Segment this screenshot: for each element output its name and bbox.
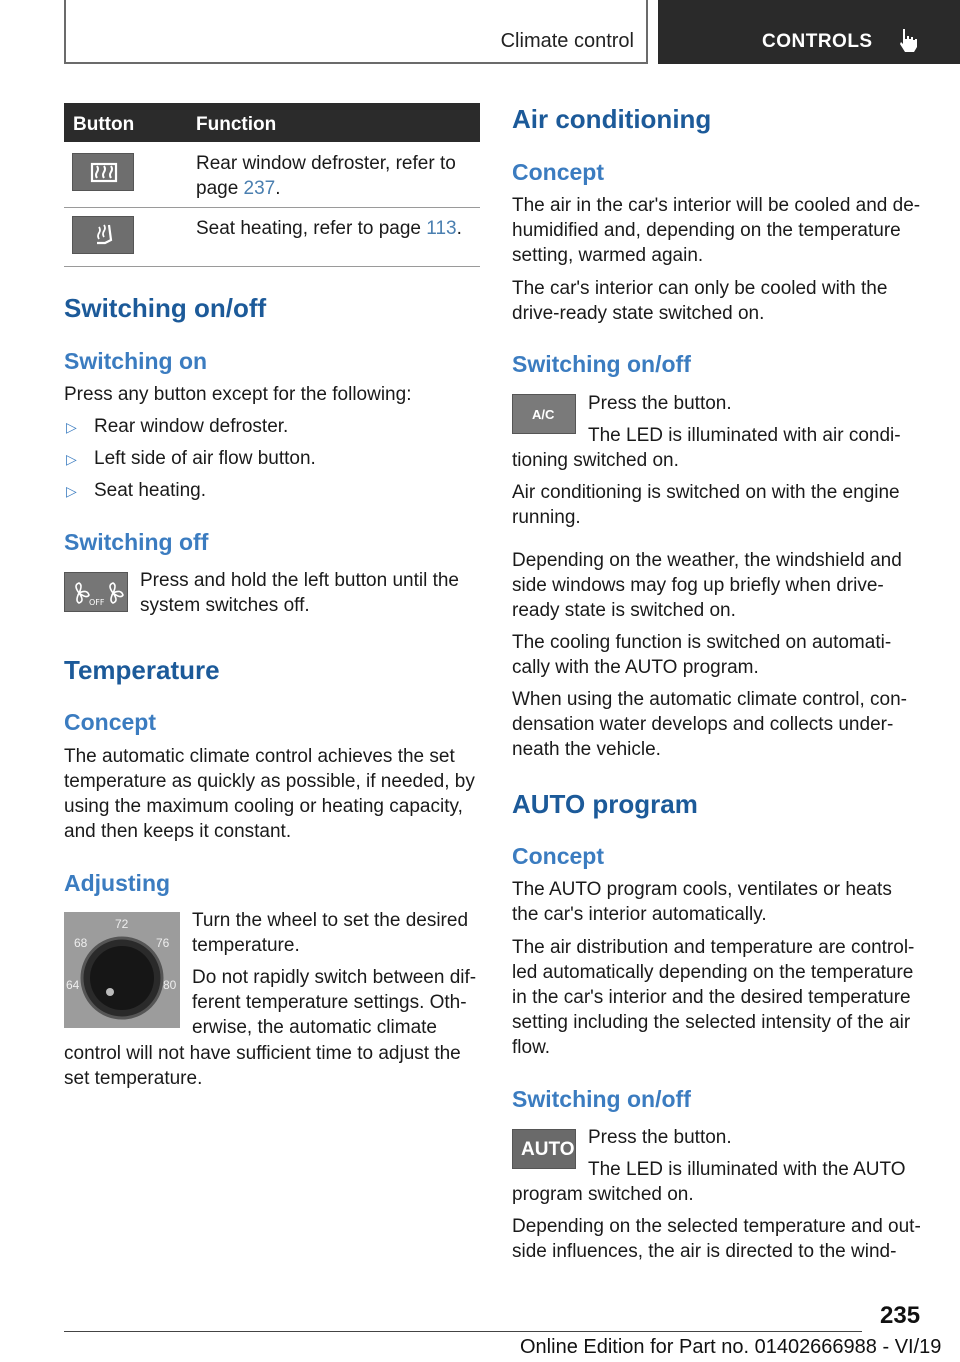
- fan-off-icon: [65, 573, 129, 613]
- row1-text-line2: [196, 176, 281, 201]
- ac-condensation-line: neath the vehicle.: [512, 739, 661, 760]
- ac-button-image: [512, 394, 576, 434]
- auto-concept-line: setting including the selected intensity of the air: [512, 1012, 911, 1033]
- heading-switching-onoff: Switching on/off: [512, 351, 691, 377]
- ac-engine-line: running.: [512, 507, 581, 528]
- header-section-box: [64, 0, 648, 64]
- row1-page-link[interactable]: 237: [243, 178, 276, 199]
- ac-weather-line: side windows may fog up briefly when drive-: [512, 575, 884, 596]
- heading-auto-program: AUTO program: [512, 789, 698, 819]
- heading-adjusting: Adjusting: [64, 870, 171, 896]
- row1-period: .: [275, 178, 281, 199]
- bullet-item: Rear window defroster.: [94, 416, 289, 437]
- temp-concept-line: The automatic climate control achieves the set: [64, 746, 455, 767]
- ac-press-text: Press the button.: [588, 393, 732, 414]
- auto-concept-line: The AUTO program cools, ventilates or heats: [512, 879, 892, 900]
- ac-led-line: tioning switched on.: [512, 450, 679, 471]
- adjust-line: ferent temperature settings. Oth-: [192, 992, 467, 1013]
- adjust-line: erwise, the automatic climate: [192, 1017, 437, 1038]
- ac-button-label: A/C: [532, 407, 555, 422]
- dial-mark: 76: [156, 936, 170, 950]
- auto-press-text: Press the button.: [588, 1127, 732, 1148]
- hand-pointer-icon: [896, 26, 922, 54]
- section-title: Climate control: [500, 30, 634, 52]
- auto-concept-line: The air distribution and temperature are control-: [512, 937, 915, 958]
- ac-cooling-line: cally with the AUTO program.: [512, 657, 759, 678]
- auto-concept-line: led automatically depending on the temperature: [512, 962, 914, 983]
- footer-edition: Online Edition for Part no. 01402666988 - VI/19: [520, 1336, 942, 1358]
- adjust-line: temperature.: [192, 935, 300, 956]
- temp-concept-line: temperature as quickly as possible, if needed, by: [64, 771, 475, 792]
- bullet-marker: ▷: [66, 419, 77, 435]
- fan-off-button-image: [64, 572, 128, 612]
- chapter-tab-label: CONTROLS: [762, 31, 873, 52]
- seat-heating-button-image: [72, 216, 134, 254]
- adjust-line: set temperature.: [64, 1068, 203, 1089]
- svg-text:OFF: OFF: [89, 598, 105, 607]
- bullet-item: Left side of air flow button.: [94, 448, 316, 469]
- bullet-marker: ▷: [66, 483, 77, 499]
- ac-weather-line: ready state is switched on.: [512, 600, 736, 621]
- auto-button-label: AUTO: [521, 1139, 575, 1160]
- auto-led-line: The LED is illuminated with the AUTO: [588, 1159, 906, 1180]
- chapter-tab[interactable]: [658, 0, 960, 64]
- auto-concept-line: in the car's interior and the desired temperature: [512, 987, 911, 1008]
- ac-led-line: The LED is illuminated with air condi-: [588, 425, 901, 446]
- auto-concept-line: flow.: [512, 1037, 551, 1058]
- ac-weather-line: Depending on the weather, the windshield and: [512, 550, 902, 571]
- switching-on-intro: Press any button except for the following:: [64, 384, 412, 405]
- heading-temperature: Temperature: [64, 655, 220, 685]
- page-number: 235: [880, 1302, 921, 1329]
- ac-engine-line: Air conditioning is switched on with the engine: [512, 482, 900, 503]
- col-button-header: Button: [73, 114, 135, 135]
- ac-concept-line: setting, warmed again.: [512, 245, 704, 266]
- row2-text-prefix: Seat heating, refer to page: [196, 218, 427, 239]
- adjust-line: Turn the wheel to set the desired: [192, 910, 469, 931]
- ac-concept-line: drive-ready state switched on.: [512, 303, 765, 324]
- auto-led-line: program switched on.: [512, 1184, 694, 1205]
- rear-defroster-button-image: [72, 153, 134, 191]
- ac-concept-line: The car's interior can only be cooled with the: [512, 278, 888, 299]
- auto-concept-line: the car's interior automatically.: [512, 904, 767, 925]
- heading-concept: Concept: [512, 843, 604, 869]
- dial-mark: 68: [74, 936, 88, 950]
- table-row-divider: [64, 207, 480, 208]
- ac-cooling-line: The cooling function is switched on automati-: [512, 632, 892, 653]
- row2-period: .: [456, 218, 462, 239]
- auto-depend-line: side influences, the air is directed to the wind-: [512, 1241, 897, 1262]
- table-bottom-line: [64, 266, 480, 267]
- row2-text: [196, 216, 462, 241]
- temp-concept-line: using the maximum cooling or heating capacity,: [64, 796, 463, 817]
- heading-switching-on: Switching on: [64, 348, 208, 374]
- temperature-dial-image: [64, 912, 180, 1028]
- ac-condensation-line: When using the automatic climate control, con-: [512, 689, 907, 710]
- table-header: [64, 103, 480, 142]
- bullet-marker: ▷: [66, 451, 77, 467]
- auto-button-image: [512, 1129, 576, 1169]
- col-function-header: Function: [196, 114, 277, 135]
- ac-concept-line: The air in the car's interior will be cooled and de-: [512, 195, 921, 216]
- heading-concept: Concept: [64, 709, 156, 735]
- heading-switching-off: Switching off: [64, 529, 209, 555]
- ac-concept-line: humidified and, depending on the temperature: [512, 220, 901, 241]
- switching-off-line2: system switches off.: [140, 595, 310, 616]
- heading-air-conditioning: Air conditioning: [512, 104, 712, 134]
- row1-page-prefix: page: [196, 178, 244, 199]
- ac-condensation-line: densation water develops and collects under-: [512, 714, 894, 735]
- bullet-item: Seat heating.: [94, 480, 206, 501]
- adjust-line: Do not rapidly switch between dif-: [192, 967, 477, 988]
- heading-switching-onoff: Switching on/off: [64, 293, 267, 323]
- seat-heating-icon: [73, 217, 135, 255]
- row1-text-line1: Rear window defroster, refer to: [196, 153, 456, 174]
- heading-concept: Concept: [512, 159, 604, 185]
- dial-mark: 80: [163, 978, 177, 992]
- dial-mark: 64: [66, 978, 80, 992]
- heading-switching-onoff: Switching on/off: [512, 1086, 691, 1112]
- row2-page-link[interactable]: 113: [426, 218, 457, 239]
- rear-defroster-icon: [73, 154, 135, 192]
- auto-depend-line: Depending on the selected temperature and out-: [512, 1216, 921, 1237]
- footer-divider: [64, 1331, 862, 1332]
- temp-concept-line: and then keeps it constant.: [64, 821, 292, 842]
- dial-mark: 72: [115, 917, 129, 931]
- switching-off-line1: Press and hold the left button until the: [140, 570, 459, 591]
- adjust-line: control will not have sufficient time to adjust the: [64, 1043, 461, 1064]
